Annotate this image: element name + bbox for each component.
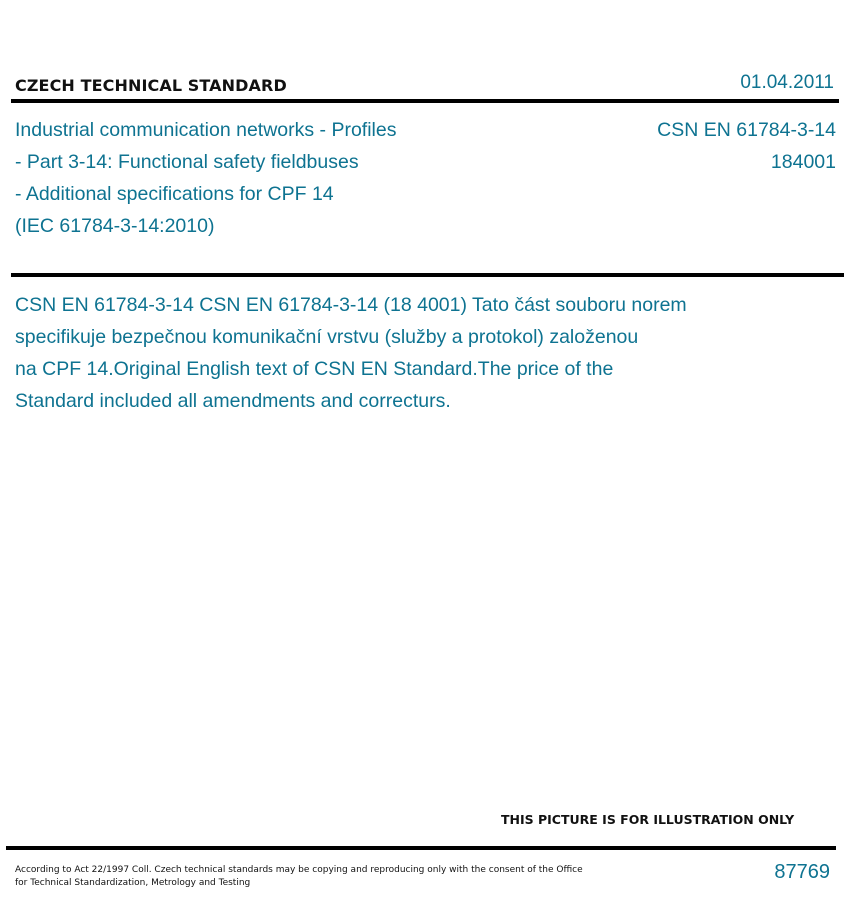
description-line: na CPF 14.Original English text of CSN EN Standard.The price of the [15, 358, 614, 380]
legal-notice [15, 864, 615, 890]
standard-identifiers [657, 114, 836, 178]
standard-title-line: Industrial communication networks - Profiles [15, 119, 397, 141]
illustration-disclaimer: THIS PICTURE IS FOR ILLUSTRATION ONLY [501, 812, 795, 827]
standard-title-line: - Part 3-14: Functional safety fieldbuses [15, 151, 359, 173]
standard-title-line: (IEC 61784-3-14:2010) [15, 215, 215, 237]
class-number: 184001 [770, 151, 836, 173]
document-type-heading: CZECH TECHNICAL STANDARD [15, 76, 287, 95]
publication-date: 01.04.2011 [740, 72, 834, 93]
standard-title [15, 114, 396, 242]
standard-description [15, 289, 795, 417]
legal-notice-line: for Technical Standardization, Metrology and Testing [15, 878, 251, 888]
standard-code: CSN EN 61784-3-14 [657, 119, 836, 141]
section-divider [11, 273, 844, 277]
description-line: Standard included all amendments and correcturs. [15, 390, 451, 412]
legal-notice-line: According to Act 22/1997 Coll. Czech technical standards may be copying and reproducing only with the consent of the Office [15, 865, 583, 875]
header-divider [11, 99, 839, 103]
standard-title-line: - Additional specifications for CPF 14 [15, 183, 334, 205]
catalog-number: 87769 [774, 861, 830, 883]
footer-divider [6, 846, 836, 850]
description-line: CSN EN 61784-3-14 CSN EN 61784-3-14 (18 4001) Tato část souboru norem [15, 294, 687, 316]
description-line: specifikuje bezpečnou komunikační vrstvu (služby a protokol) založenou [15, 326, 639, 348]
